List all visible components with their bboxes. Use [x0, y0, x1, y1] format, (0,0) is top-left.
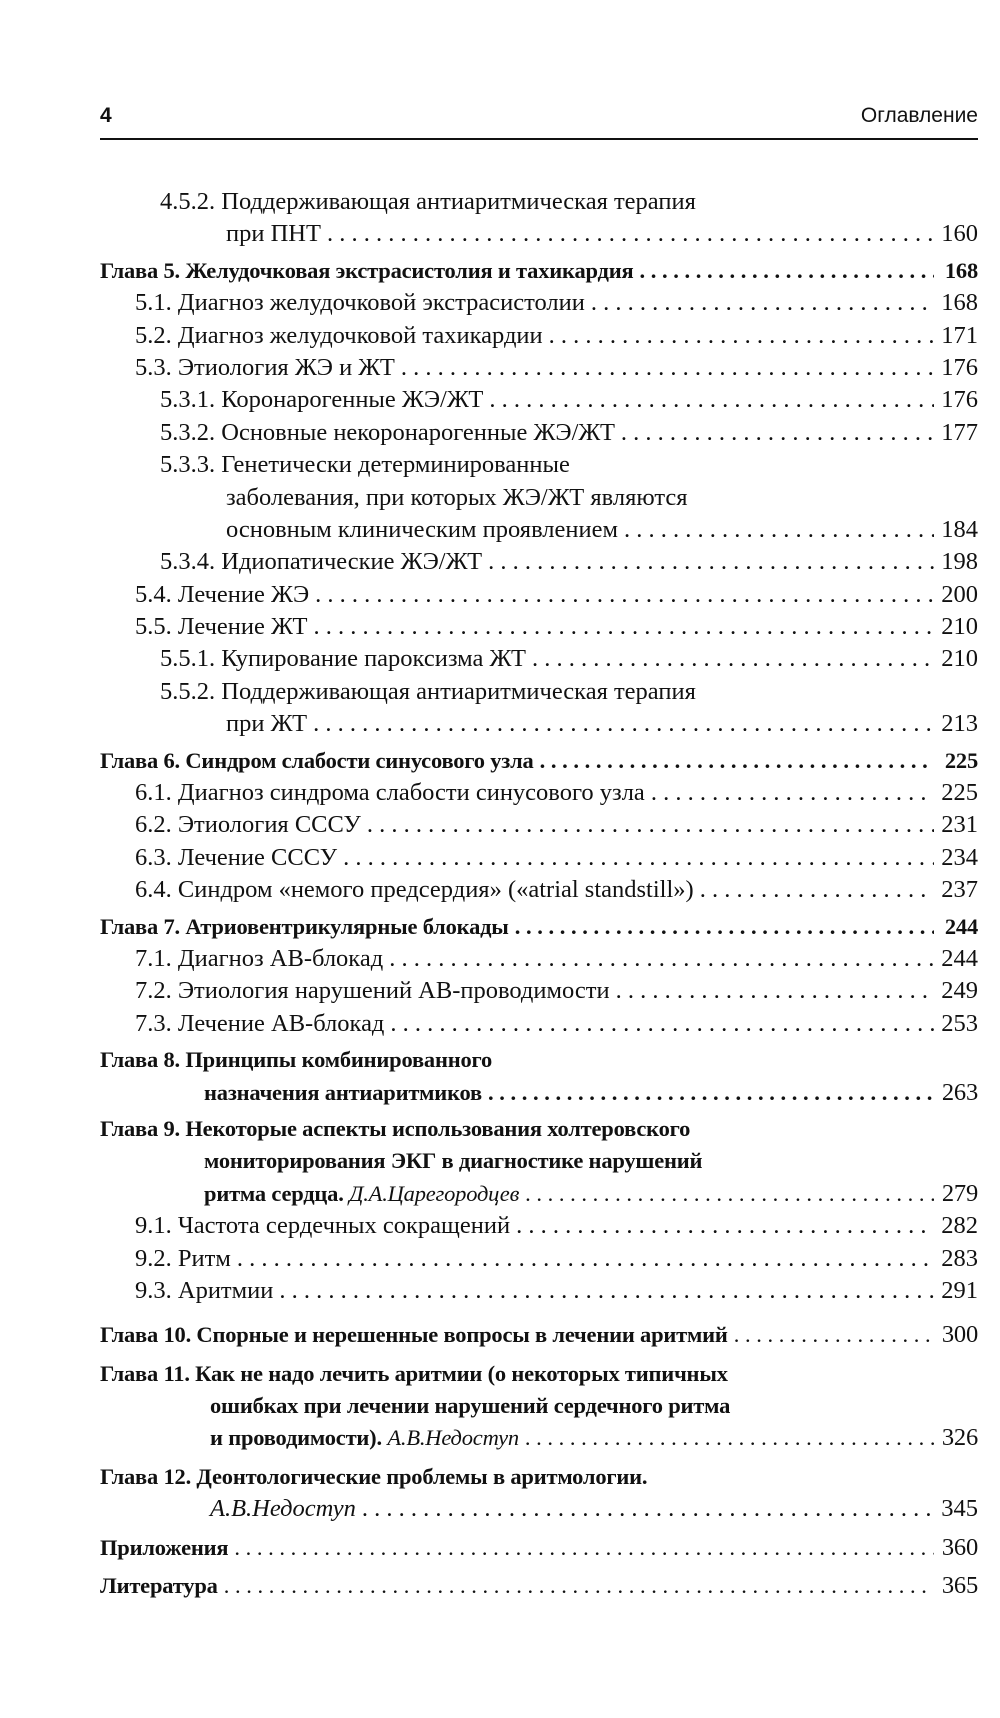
toc-entry-6-2[interactable]: [100, 809, 978, 841]
toc-page-number: 171: [941, 321, 978, 349]
dot-leader: [307, 708, 934, 740]
toc-literature[interactable]: [100, 1570, 978, 1602]
toc-entry-5-5-2[interactable]: [100, 708, 978, 740]
toc-chapter-12-line1: Глава 12. Деонтологические проблемы в аритмологии.: [100, 1463, 648, 1489]
dot-leader: [321, 218, 934, 250]
toc-entry-5-3-4[interactable]: [100, 546, 978, 578]
toc-page-number: 177: [941, 418, 978, 446]
toc-page-number: 244: [944, 913, 978, 939]
toc-entry-9-3[interactable]: [100, 1275, 978, 1307]
toc-page-number: 198: [941, 548, 978, 576]
dot-leader: [383, 943, 934, 975]
toc-page-number: 282: [941, 1212, 978, 1240]
toc-author: Д.А.Царегородцев: [349, 1180, 520, 1206]
toc-page-number: 225: [941, 779, 978, 807]
toc-entry-5-5-1[interactable]: [100, 643, 978, 675]
running-head: [100, 104, 978, 128]
toc-entry-title: 7.1. Диагноз АВ-блокад: [135, 944, 384, 972]
toc-appendix[interactable]: [100, 1532, 978, 1564]
toc-page-number: 176: [941, 353, 978, 381]
toc-chapter-5[interactable]: [100, 255, 978, 287]
dot-leader: [519, 1178, 934, 1210]
table-of-contents: [100, 186, 978, 1602]
dot-leader: [618, 514, 934, 546]
toc-entry-5-3-3-line1: 5.3.3. Генетически детерминированные: [160, 451, 570, 479]
dot-leader: [694, 874, 934, 906]
toc-entry-title: 5.4. Лечение ЖЭ: [135, 580, 310, 608]
toc-page-number: 249: [941, 977, 978, 1005]
toc-chapter-11-line2: ошибках при лечении нарушений сердечного ритма: [210, 1393, 731, 1419]
running-title: Оглавление: [860, 104, 978, 127]
toc-page-number: 244: [941, 944, 978, 972]
toc-entry-title: 7.3. Лечение АВ-блокад: [135, 1009, 385, 1037]
toc-entry-5-3-3[interactable]: [100, 514, 978, 546]
toc-entry-6-1[interactable]: [100, 777, 978, 809]
dot-leader: [273, 1275, 934, 1307]
toc-chapter-8[interactable]: [100, 1077, 978, 1109]
toc-entry-5-3-3-line2: заболевания, при которых ЖЭ/ЖТ являются: [226, 483, 688, 511]
toc-entry-5-3[interactable]: [100, 352, 978, 384]
toc-entry-title: 9.2. Ритм: [135, 1244, 231, 1272]
toc-entry-title: при ПНТ: [226, 220, 321, 248]
toc-entry-title: 5.5.1. Купирование пароксизма ЖТ: [160, 645, 526, 673]
toc-entry-title: 5.1. Диагноз желудочковой экстрасистолии: [135, 289, 585, 317]
toc-page-number: 300: [941, 1321, 978, 1349]
toc-page-number: 184: [941, 515, 978, 543]
dot-leader: [509, 911, 934, 943]
toc-entry-title: 9.1. Частота сердечных сокращений: [135, 1212, 511, 1240]
toc-entry-4-5-2-line1: 4.5.2. Поддерживающая антиаритмическая терапия: [160, 188, 696, 215]
toc-page-number: 168: [941, 289, 978, 317]
toc-entry-6-4[interactable]: [100, 874, 978, 906]
toc-chapter-title-text: и проводимости).: [210, 1425, 382, 1451]
dot-leader: [309, 579, 934, 611]
toc-chapter-11-line1: Глава 11. Как не надо лечить аритмии (о некоторых типичных: [100, 1360, 728, 1386]
toc-page-number: 326: [941, 1424, 978, 1452]
toc-page-number: 263: [941, 1078, 978, 1106]
toc-page-number: 225: [944, 747, 978, 773]
toc-entry-title: 6.2. Этиология СССУ: [135, 811, 361, 839]
toc-page-number: 210: [941, 645, 978, 673]
toc-entry-9-1[interactable]: [100, 1210, 978, 1242]
dot-leader: [482, 1077, 934, 1109]
toc-entry-title: 5.3.4. Идиопатические ЖЭ/ЖТ: [160, 548, 483, 576]
dot-leader: [356, 1493, 934, 1525]
dot-leader: [228, 1532, 934, 1564]
toc-entry-title: при ЖТ: [226, 710, 308, 738]
toc-chapter-10[interactable]: [100, 1319, 978, 1351]
toc-entry-9-2[interactable]: [100, 1243, 978, 1275]
toc-entry-5-5[interactable]: [100, 611, 978, 643]
toc-entry-title: 5.5. Лечение ЖТ: [135, 613, 308, 641]
toc-chapter-title: Приложения: [100, 1534, 229, 1560]
toc-page-number: 200: [941, 580, 978, 608]
toc-entry-title: основным клиническим проявлением: [226, 515, 619, 543]
toc-chapter-title: Глава 5. Желудочковая экстрасистолия и тахикардия: [100, 257, 634, 283]
dot-leader: [610, 975, 934, 1007]
toc-entry-5-3-2[interactable]: [100, 417, 978, 449]
toc-entry-6-3[interactable]: [100, 842, 978, 874]
toc-entry-title: 5.2. Диагноз желудочковой тахикардии: [135, 321, 543, 349]
toc-page-number: 237: [941, 876, 978, 904]
toc-entry-title: 6.1. Диагноз синдрома слабости синусового узла: [135, 779, 645, 807]
toc-page-number: 365: [941, 1572, 978, 1600]
toc-chapter-title: Глава 7. Атриовентрикулярные блокады: [100, 913, 509, 939]
dot-leader: [483, 384, 934, 416]
toc-author: А.В.Недоступ: [210, 1495, 356, 1523]
toc-chapter-title: Литература: [100, 1573, 218, 1599]
toc-page-number: 345: [941, 1495, 978, 1523]
toc-entry-5-3-1[interactable]: [100, 384, 978, 416]
header-rule: [100, 138, 978, 140]
dot-leader: [482, 546, 934, 578]
dot-leader: [615, 417, 934, 449]
toc-entry-5-1[interactable]: [100, 287, 978, 319]
toc-entry-5-5-2-line1: 5.5.2. Поддерживающая антиаритмическая терапия: [160, 677, 696, 705]
toc-chapter-9-line2: мониторирования ЭКГ в диагностике нарушений: [204, 1148, 703, 1174]
toc-entry-5-4[interactable]: [100, 579, 978, 611]
toc-entry-title: 6.3. Лечение СССУ: [135, 843, 338, 871]
dot-leader: [645, 777, 934, 809]
toc-page-number: 283: [941, 1244, 978, 1272]
toc-chapter-title: [210, 1422, 519, 1454]
toc-page-number: 360: [941, 1533, 978, 1561]
toc-chapter-8-line1: Глава 8. Принципы комбинированного: [100, 1047, 493, 1073]
toc-entry-4-5-2[interactable]: [100, 218, 978, 250]
toc-entry-7-3[interactable]: [100, 1008, 978, 1040]
dot-leader: [519, 1422, 934, 1454]
toc-chapter-7[interactable]: [100, 911, 978, 943]
dot-leader: [510, 1210, 934, 1242]
dot-leader: [534, 745, 934, 777]
toc-chapter-title: Глава 10. Спорные и нерешенные вопросы в лечении аритмий: [100, 1322, 728, 1348]
toc-chapter-6[interactable]: [100, 745, 978, 777]
toc-chapter-title: [204, 1178, 519, 1210]
dot-leader: [543, 320, 934, 352]
toc-entry-7-2[interactable]: [100, 975, 978, 1007]
toc-page-number: 213: [941, 710, 978, 738]
toc-entry-title: 9.3. Аритмии: [135, 1276, 274, 1304]
dot-leader: [526, 643, 934, 675]
toc-chapter-9[interactable]: [100, 1178, 978, 1210]
dot-leader: [728, 1319, 934, 1351]
toc-page-number: 231: [941, 811, 978, 839]
dot-leader: [231, 1243, 934, 1275]
toc-entry-title: 5.3. Этиология ЖЭ и ЖТ: [135, 353, 395, 381]
dot-leader: [308, 611, 934, 643]
toc-entry-title: 5.3.1. Коронарогенные ЖЭ/ЖТ: [160, 386, 484, 414]
toc-chapter-12[interactable]: [100, 1493, 978, 1525]
toc-page-number: 168: [944, 257, 978, 283]
toc-page-number: 234: [941, 843, 978, 871]
toc-entry-title: 7.2. Этиология нарушений АВ-проводимости: [135, 977, 610, 1005]
dot-leader: [337, 842, 934, 874]
dot-leader: [384, 1008, 934, 1040]
dot-leader: [361, 809, 934, 841]
toc-page-number: 291: [941, 1276, 978, 1304]
dot-leader: [633, 255, 934, 287]
toc-entry-title: 5.3.2. Основные некоронарогенные ЖЭ/ЖТ: [160, 418, 615, 446]
toc-chapter-9-line1: Глава 9. Некоторые аспекты использования холтеровского: [100, 1115, 691, 1141]
dot-leader: [585, 287, 934, 319]
dot-leader: [218, 1570, 934, 1602]
toc-page-number: 160: [941, 220, 978, 248]
toc-chapter-title: назначения антиаритмиков: [204, 1079, 482, 1105]
toc-entry-title: 6.4. Синдром «немого предсердия» («atrial standstill»): [135, 876, 694, 904]
toc-page-number: 253: [941, 1009, 978, 1037]
toc-page-number: 176: [941, 386, 978, 414]
toc-page-number: 279: [941, 1179, 978, 1207]
toc-chapter-title-text: ритма сердца.: [204, 1180, 344, 1206]
dot-leader: [395, 352, 934, 384]
toc-chapter-title: Глава 6. Синдром слабости синусового узла: [100, 747, 534, 773]
toc-chapter-11[interactable]: [100, 1422, 978, 1454]
toc-entry-5-2[interactable]: [100, 320, 978, 352]
toc-page-number: 210: [941, 613, 978, 641]
toc-author: А.В.Недоступ: [387, 1425, 519, 1451]
page-number: 4: [100, 104, 112, 127]
toc-entry-7-1[interactable]: [100, 943, 978, 975]
